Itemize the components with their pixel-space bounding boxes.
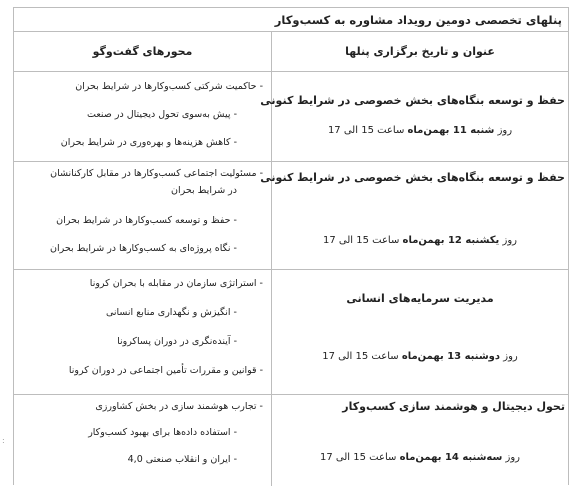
panel-topic: حفظ و توسعه بنگاه‌های بخش خصوصی در شرایط کنونی xyxy=(260,171,565,184)
panel-date: روز شنبه 11 بهمن‌ماه ساعت 15 الی 17 xyxy=(327,125,513,136)
list-item: - ایران و انقلاب صنعتی 4,0 xyxy=(127,454,237,465)
points-cell xyxy=(14,395,271,486)
list-item: - استفاده داده‌ها برای بهبود کسب‌وکار xyxy=(88,427,237,438)
list-item: - استراتژی سازمان در مقابله با بحران کرونا xyxy=(89,278,263,289)
list-item: - نگاه پروژه‌ای به کسب‌وکارها در شرایط بحران xyxy=(50,243,237,254)
list-item: - آینده‌نگری در دوران پساکرونا xyxy=(117,336,237,347)
list-item: - پیش به‌سوی تحول دیجیتال در صنعت xyxy=(87,109,237,120)
table-row xyxy=(14,162,568,270)
points-cell xyxy=(14,162,271,269)
list-item: - قوانین و مقررات تأمین اجتماعی در دوران کرونا xyxy=(68,365,263,376)
list-item: در شرایط بحران xyxy=(171,185,237,196)
page-edge-mark: : xyxy=(2,436,5,445)
list-item: - حفظ و توسعه کسب‌وکارها در شرایط بحران xyxy=(56,215,237,226)
table-title: پنلهای تخصصی دومین رویداد مشاوره به کسب‌وکار xyxy=(14,8,568,32)
list-item: - تجارب هوشمند سازی در بخش کشاورزی xyxy=(95,401,263,412)
panel-topic: حفظ و توسعه بنگاه‌های بخش خصوصی در شرایط کنونی xyxy=(260,94,565,107)
panel-date: روز یکشنبه 12 بهمن‌ماه ساعت 15 الی 17 xyxy=(322,235,518,246)
panel-date: روز سه‌شنبه 14 بهمن‌ماه ساعت 15 الی 17 xyxy=(319,452,521,463)
points-cell xyxy=(14,270,271,394)
panels-table xyxy=(13,7,569,485)
topic-cell xyxy=(260,72,568,161)
table-row xyxy=(14,395,568,486)
panel-topic: تحول دیجیتال و هوشمند سازی کسب‌وکار xyxy=(342,400,565,413)
header-topic: عنوان و تاریخ برگزاری پنلها xyxy=(271,32,568,71)
table-row xyxy=(14,270,568,395)
list-item: - مسئولیت اجتماعی کسب‌وکارها در مقابل کارکنانشان xyxy=(50,168,263,179)
topic-cell xyxy=(271,395,568,486)
topic-cell xyxy=(271,270,568,394)
panel-date: روز دوشنبه 13 بهمن‌ماه ساعت 15 الی 17 xyxy=(322,351,518,362)
panel-topic: مدیریت سرمایه‌های انسانی xyxy=(346,292,494,305)
list-item: - انگیزش و نگهداری منابع انسانی xyxy=(105,307,237,318)
list-item: - کاهش هزینه‌ها و بهره‌وری در شرایط بحران xyxy=(60,137,237,148)
topic-cell xyxy=(260,162,568,269)
table-row xyxy=(14,72,568,162)
points-cell xyxy=(14,72,271,161)
table-header-row xyxy=(14,32,568,72)
list-item: - حاکمیت شرکتی کسب‌وکارها در شرایط بحران xyxy=(75,81,263,92)
header-points: محورهای گفت‌وگو xyxy=(92,45,193,58)
